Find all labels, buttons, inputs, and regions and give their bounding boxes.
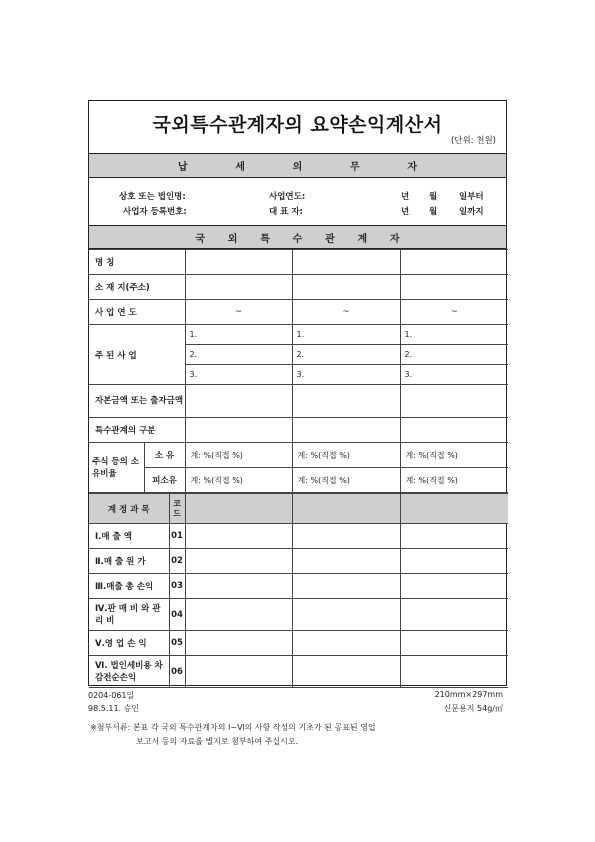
account-cell[interactable] <box>292 524 400 549</box>
registration-number-label: 사업자 등록번호: <box>123 207 187 217</box>
account-cell[interactable] <box>400 631 508 656</box>
business-item-cell[interactable]: 3. <box>400 365 508 385</box>
code-header: 코 드 <box>169 494 185 524</box>
owns-cell-3[interactable] <box>400 443 508 468</box>
account-cell[interactable] <box>185 599 292 631</box>
owned-label: 피소유 <box>144 468 185 493</box>
fiscal-year-row-label: 사 업 연 도 <box>89 300 185 325</box>
title-area <box>89 101 506 154</box>
account-cell[interactable] <box>185 656 292 688</box>
fiscal-year-cell-1[interactable]: ~ <box>185 300 292 325</box>
owns-label: 소 유 <box>144 443 185 468</box>
capital-label: 자본금액 또는 출자금액 <box>89 385 185 418</box>
account-name: Ⅴ.영 업 손 익 <box>89 631 169 656</box>
business-item-cell[interactable]: 3. <box>292 365 400 385</box>
fiscal-year-cell-2[interactable]: ~ <box>292 300 400 325</box>
business-item-cell[interactable]: 2. <box>400 345 508 365</box>
account-header: 계 정 과 목 <box>89 494 169 524</box>
relation-type-label: 특수관계의 구분 <box>89 418 185 443</box>
name-label: 명 칭 <box>89 250 185 275</box>
section-char: 국 <box>195 233 206 245</box>
main-business-label: 주 된 사 업 <box>89 325 185 385</box>
company-name-label: 상호 또는 법인명: <box>119 192 186 202</box>
form-title: 국외특수관계자의 요약손익계산서 <box>152 114 443 136</box>
account-cell[interactable] <box>292 656 400 688</box>
taxpayer-section-header <box>89 154 506 178</box>
table-row <box>89 631 508 656</box>
paper-size: 210mm×297mm <box>434 690 503 699</box>
fiscal-year-label: 사업연도: <box>269 192 306 202</box>
section-char: 자 <box>407 162 418 173</box>
account-code: 04 <box>169 599 185 631</box>
owned-cell-2[interactable] <box>292 468 400 493</box>
account-code: 03 <box>169 574 185 599</box>
table-row <box>89 524 508 549</box>
table-row <box>89 468 508 493</box>
related-party-table <box>89 249 508 493</box>
section-char: 의 <box>292 162 303 173</box>
account-cell[interactable] <box>185 524 292 549</box>
year-label: 년 <box>401 207 410 217</box>
capital-cell-1[interactable] <box>185 385 292 418</box>
address-cell-2[interactable] <box>292 275 400 300</box>
account-cell[interactable] <box>292 599 400 631</box>
owns-cell-1[interactable] <box>185 443 292 468</box>
address-label: 소 재 지(주소) <box>89 275 185 300</box>
account-code: 01 <box>169 524 185 549</box>
account-name: Ⅰ.매 출 액 <box>89 524 169 549</box>
year-label: 년 <box>401 192 410 202</box>
table-row <box>89 574 508 599</box>
account-code: 06 <box>169 656 185 688</box>
name-cell-2[interactable] <box>292 250 400 275</box>
attachment-note-line-2: 보고서 등의 자료를 별지로 첨부하여 주십시오. <box>136 737 299 746</box>
account-code: 02 <box>169 549 185 574</box>
section-char: 수 <box>292 233 303 245</box>
table-row <box>89 385 508 418</box>
table-row <box>89 250 508 275</box>
fiscal-year-cell-3[interactable]: ~ <box>400 300 508 325</box>
name-cell-3[interactable] <box>400 250 508 275</box>
account-name: Ⅲ.매출 총 손익 <box>89 574 169 599</box>
section-char: 세 <box>235 162 245 173</box>
capital-cell-2[interactable] <box>292 385 400 418</box>
owns-cell-2[interactable] <box>292 443 400 468</box>
representative-label: 대 표 자: <box>269 207 303 217</box>
section-char: 관 <box>325 233 335 245</box>
table-row <box>89 656 508 688</box>
section-char: 자 <box>389 233 400 245</box>
business-item-cell[interactable]: 3. <box>185 365 292 385</box>
section-char: 특 <box>260 233 270 245</box>
table-row <box>89 325 508 345</box>
table-row <box>89 443 508 468</box>
approval-date: 98.5.11. 승인 <box>88 704 140 713</box>
unit-label: (단위: 천원) <box>450 136 496 146</box>
summary-income-statement-form <box>88 100 507 686</box>
day-from-label: 일부터 <box>459 192 484 202</box>
taxpayer-info <box>89 178 506 225</box>
month-label: 월 <box>429 207 438 217</box>
account-cell[interactable] <box>185 574 292 599</box>
business-item-cell[interactable]: 1. <box>400 325 508 345</box>
form-number: 0204-061일 <box>88 691 135 700</box>
table-row <box>89 549 508 574</box>
pct-text: 계: %(직접 %) <box>297 450 350 460</box>
account-cell[interactable] <box>292 549 400 574</box>
account-cell[interactable] <box>400 549 508 574</box>
section-char: 무 <box>350 162 360 173</box>
account-name: Ⅱ.매 출 원 가 <box>89 549 169 574</box>
header-cell <box>185 494 292 524</box>
address-cell-3[interactable] <box>400 275 508 300</box>
table-row <box>89 418 508 443</box>
table-row <box>89 494 508 524</box>
owned-cell-3[interactable] <box>400 468 508 493</box>
table-row <box>89 599 508 631</box>
business-item-cell[interactable]: 1. <box>185 325 292 345</box>
table-row <box>89 300 508 325</box>
account-cell[interactable] <box>185 631 292 656</box>
account-cell[interactable] <box>292 574 400 599</box>
pct-text: 계: %(직접 %) <box>190 450 243 460</box>
table-row <box>89 275 508 300</box>
pct-text: 계: %(직접 %) <box>405 450 458 460</box>
name-cell-1[interactable] <box>185 250 292 275</box>
day-to-label: 일까지 <box>459 207 484 217</box>
account-cell[interactable] <box>400 656 508 688</box>
account-cell[interactable] <box>185 549 292 574</box>
account-name: Ⅳ.판 매 비 와 관 리 비 <box>89 599 169 631</box>
pct-text: 계: %(직접 %) <box>405 475 458 485</box>
business-item-cell[interactable]: 2. <box>292 345 400 365</box>
account-name: Ⅵ. 법인세비용 차감전순손익 <box>89 656 169 688</box>
header-cell <box>292 494 400 524</box>
share-ratio-label: 주식 등의 소유비율 <box>89 443 144 493</box>
address-cell-1[interactable] <box>185 275 292 300</box>
month-label: 월 <box>429 192 438 202</box>
account-cell[interactable] <box>400 574 508 599</box>
pct-text: 계: %(직접 %) <box>190 475 243 485</box>
section-char: 납 <box>177 162 188 173</box>
relation-cell-2[interactable] <box>292 418 400 443</box>
account-cell[interactable] <box>400 599 508 631</box>
relation-cell-3[interactable] <box>400 418 508 443</box>
paper-type: 신문용지 54g/㎡ <box>443 704 503 713</box>
business-item-cell[interactable]: 1. <box>292 325 400 345</box>
account-cell[interactable] <box>292 631 400 656</box>
owned-cell-1[interactable] <box>185 468 292 493</box>
taxpayer-row-1 <box>89 190 506 202</box>
accounts-table <box>89 493 508 688</box>
account-cell[interactable] <box>400 524 508 549</box>
business-item-cell[interactable]: 2. <box>185 345 292 365</box>
attachment-note-line-1: ※첨부서류: 본표 각 국외 특수관계자의 Ⅰ~Ⅵ의 사항 작성의 기초가 된 공표된 영업 <box>90 723 376 732</box>
taxpayer-row-2 <box>89 205 506 217</box>
header-cell <box>400 494 508 524</box>
pct-text: 계: %(직접 %) <box>297 475 350 485</box>
relation-cell-1[interactable] <box>185 418 292 443</box>
section-char: 외 <box>227 233 238 245</box>
capital-cell-3[interactable] <box>400 385 508 418</box>
section-char: 계 <box>357 233 368 245</box>
related-party-section-header <box>89 225 506 249</box>
account-code: 05 <box>169 631 185 656</box>
